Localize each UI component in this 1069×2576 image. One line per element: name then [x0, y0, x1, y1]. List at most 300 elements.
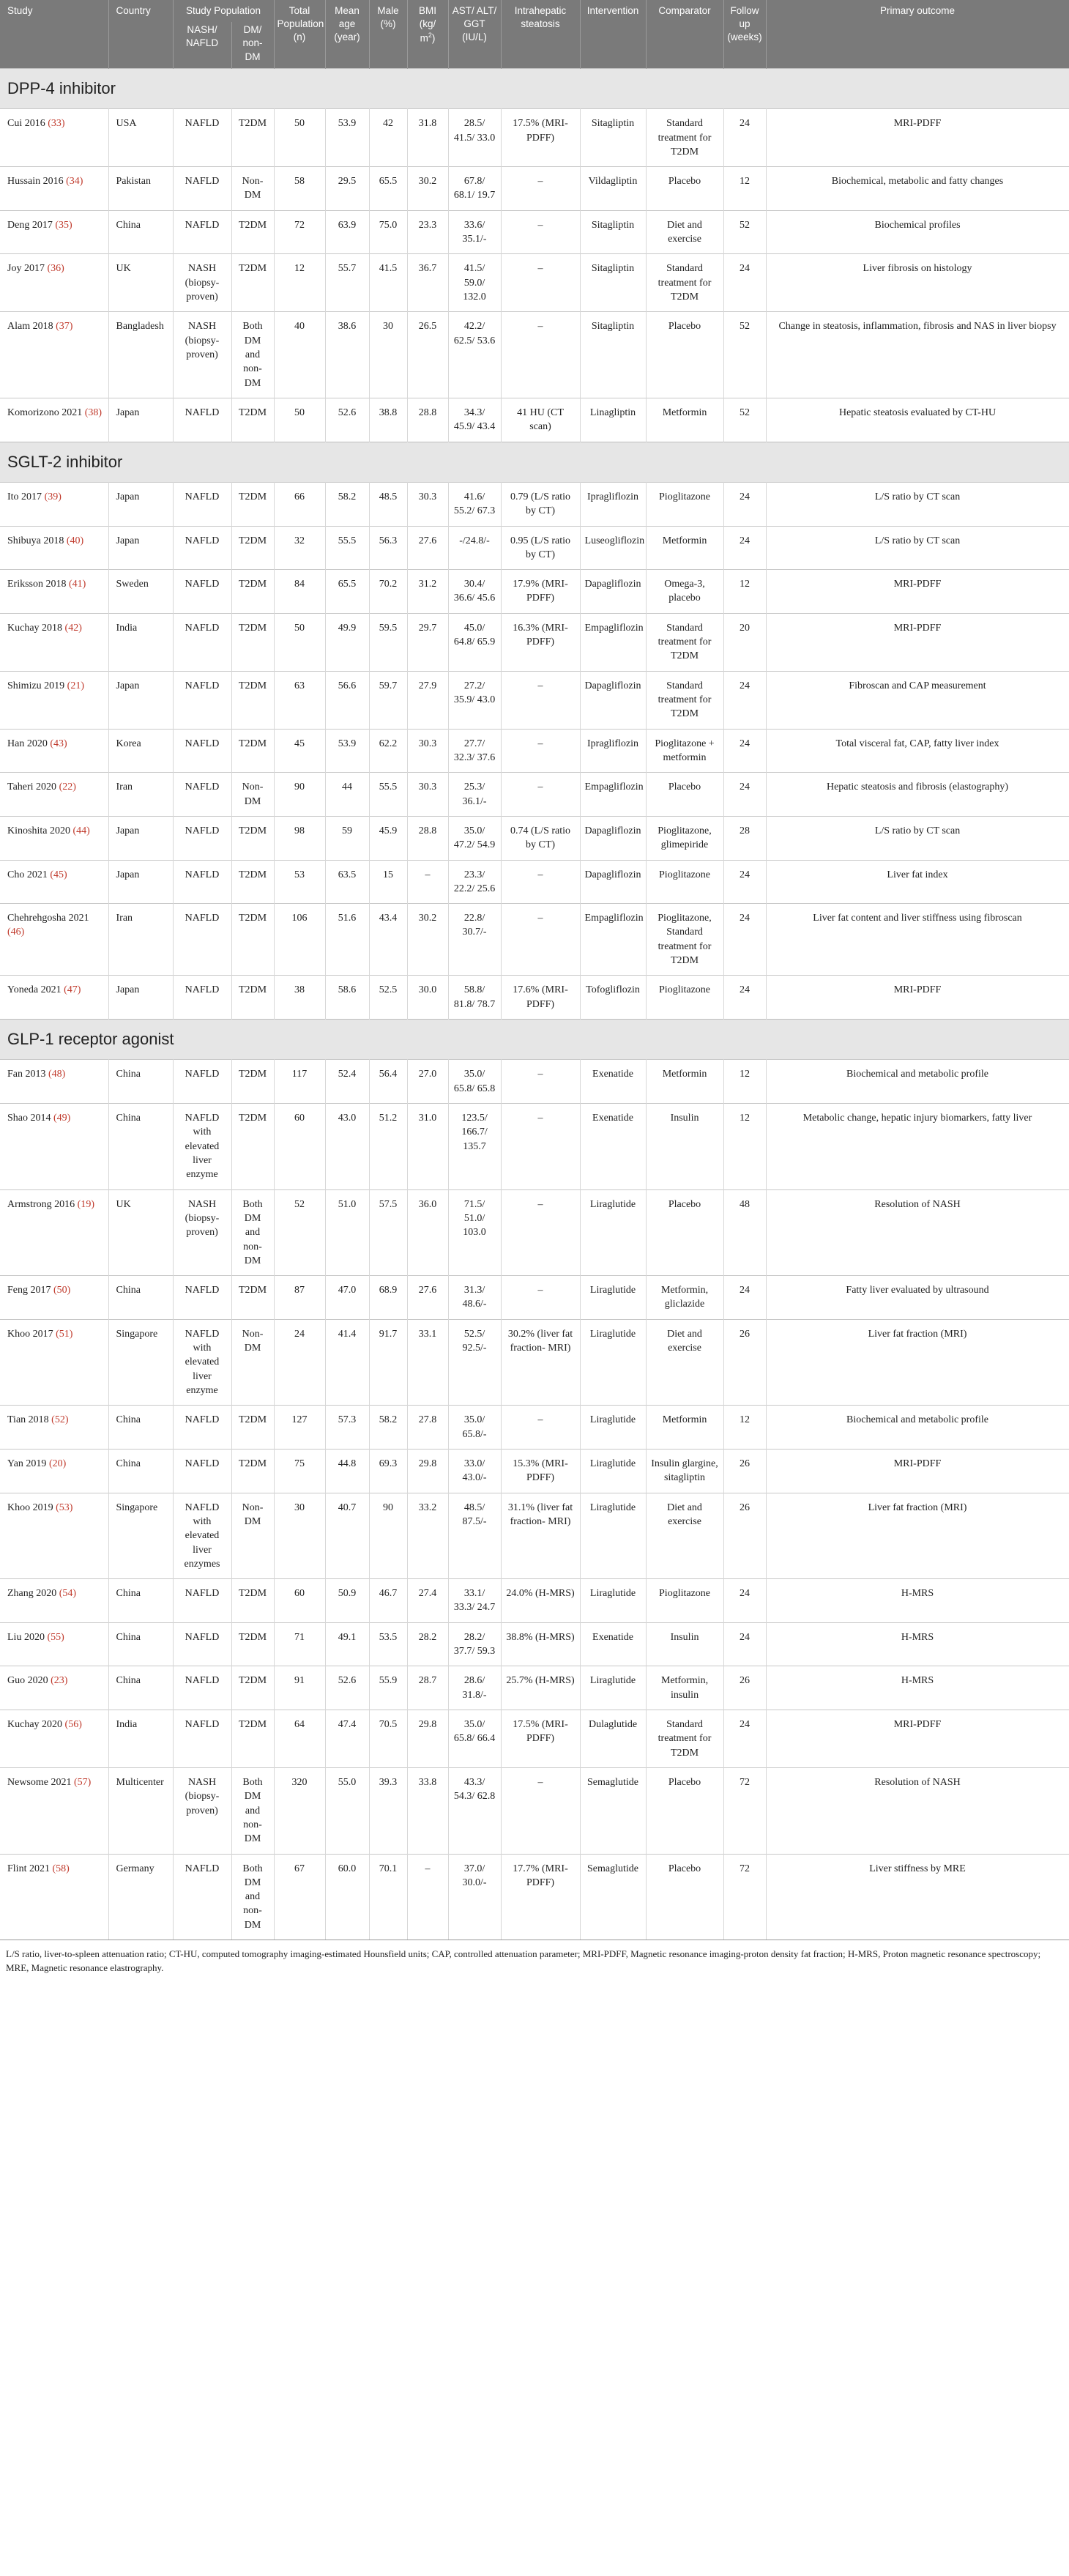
header-ast: AST/ ALT/ GGT (IU/L): [448, 0, 501, 68]
intervention-cell: Liraglutide: [580, 1189, 646, 1276]
study-name: Han 2020: [7, 738, 48, 749]
dm-cell: T2DM: [231, 482, 274, 526]
mean-age-cell: 49.9: [325, 613, 369, 671]
study-name: Kuchay 2020: [7, 1719, 63, 1731]
reference-link[interactable]: (43): [50, 738, 67, 749]
ast-cell: -/24.8/-: [448, 526, 501, 570]
population-cell: NAFLD: [173, 1449, 231, 1493]
outcome-cell: Liver fat content and liver stiffness using fibroscan: [766, 904, 1069, 976]
intervention-cell: Liraglutide: [580, 1579, 646, 1623]
table-row: [0, 1710, 1069, 1768]
comparator-cell: Standard treatment for T2DM: [646, 254, 723, 312]
study-cell: [0, 254, 108, 312]
ast-cell: 71.5/ 51.0/ 103.0: [448, 1189, 501, 1276]
reference-link[interactable]: (23): [51, 1675, 68, 1687]
steatosis-cell: 17.9% (MRI-PDFF): [501, 570, 580, 614]
study-cell: [0, 210, 108, 254]
ast-cell: 37.0/ 30.0/-: [448, 1854, 501, 1940]
followup-cell: 24: [723, 904, 766, 976]
male-cell: 70.5: [369, 1710, 407, 1768]
steatosis-cell: –: [501, 1104, 580, 1190]
table-body: [0, 68, 1069, 1940]
header-study: Study: [0, 0, 108, 68]
study-cell: [0, 671, 108, 729]
dm-cell: Both DM and non- DM: [231, 1854, 274, 1940]
reference-link[interactable]: (45): [50, 869, 67, 880]
reference-link[interactable]: (54): [59, 1588, 77, 1600]
population-cell: NAFLD: [173, 398, 231, 442]
followup-cell: 12: [723, 1060, 766, 1104]
reference-link[interactable]: (52): [51, 1414, 69, 1426]
country-cell: China: [108, 1104, 173, 1190]
dm-cell: T2DM: [231, 1104, 274, 1190]
reference-link[interactable]: (56): [64, 1719, 82, 1731]
followup-cell: 20: [723, 613, 766, 671]
bmi-cell: 27.9: [407, 671, 448, 729]
mean-age-cell: 58.6: [325, 976, 369, 1020]
followup-cell: 24: [723, 482, 766, 526]
study-cell: [0, 1276, 108, 1320]
reference-link[interactable]: (33): [48, 118, 65, 130]
followup-cell: 24: [723, 1579, 766, 1623]
dm-cell: T2DM: [231, 1406, 274, 1450]
bmi-cell: 28.2: [407, 1622, 448, 1666]
comparator-cell: Pioglitazone, glimepiride: [646, 816, 723, 860]
followup-cell: 12: [723, 1104, 766, 1190]
outcome-cell: Biochemical and metabolic profile: [766, 1060, 1069, 1104]
table-row: [0, 1493, 1069, 1579]
total-population-cell: 67: [274, 1854, 325, 1940]
mean-age-cell: 44.8: [325, 1449, 369, 1493]
reference-link[interactable]: (50): [53, 1285, 71, 1296]
intervention-cell: Semaglutide: [580, 1767, 646, 1854]
outcome-cell: Biochemical, metabolic and fatty changes: [766, 167, 1069, 211]
outcome-cell: Metabolic change, hepatic injury biomarkers, fatty liver: [766, 1104, 1069, 1190]
outcome-cell: MRI-PDFF: [766, 976, 1069, 1020]
total-population-cell: 106: [274, 904, 325, 976]
total-population-cell: 98: [274, 816, 325, 860]
bmi-cell: 29.8: [407, 1449, 448, 1493]
male-cell: 48.5: [369, 482, 407, 526]
total-population-cell: 127: [274, 1406, 325, 1450]
mean-age-cell: 53.9: [325, 109, 369, 167]
total-population-cell: 63: [274, 671, 325, 729]
table-header: [0, 0, 1069, 68]
dm-cell: T2DM: [231, 1622, 274, 1666]
male-cell: 55.5: [369, 773, 407, 817]
total-population-cell: 30: [274, 1493, 325, 1579]
bmi-cell: 28.8: [407, 398, 448, 442]
reference-link[interactable]: (35): [55, 219, 72, 231]
country-cell: Bangladesh: [108, 312, 173, 398]
reference-link[interactable]: (21): [67, 680, 84, 691]
ast-cell: 35.0/ 47.2/ 54.9: [448, 816, 501, 860]
study-name: Flint 2021: [7, 1863, 50, 1874]
reference-link[interactable]: (20): [48, 1458, 67, 1469]
comparator-cell: Diet and exercise: [646, 210, 723, 254]
ast-cell: 42.2/ 62.5/ 53.6: [448, 312, 501, 398]
male-cell: 58.2: [369, 1406, 407, 1450]
steatosis-cell: –: [501, 729, 580, 773]
population-cell: NAFLD with elevated liver enzyme: [173, 1104, 231, 1190]
study-name: Guo 2020: [7, 1675, 48, 1687]
steatosis-cell: 25.7% (H-MRS): [501, 1666, 580, 1710]
reference-link[interactable]: (34): [66, 176, 83, 188]
study-name: Cui 2016: [7, 118, 45, 130]
dm-cell: T2DM: [231, 729, 274, 773]
header-steatosis: Intrahepatic steatosis: [501, 0, 580, 68]
steatosis-cell: –: [501, 1276, 580, 1320]
ast-cell: 28.5/ 41.5/ 33.0: [448, 109, 501, 167]
ast-cell: 27.7/ 32.3/ 37.6: [448, 729, 501, 773]
reference-link[interactable]: (36): [47, 263, 64, 275]
table-row: [0, 570, 1069, 614]
country-cell: Japan: [108, 976, 173, 1020]
comparator-cell: Metformin: [646, 1060, 723, 1104]
table-row: [0, 816, 1069, 860]
mean-age-cell: 47.4: [325, 1710, 369, 1768]
followup-cell: 28: [723, 816, 766, 860]
steatosis-cell: –: [501, 312, 580, 398]
population-cell: NAFLD: [173, 671, 231, 729]
section-title: GLP-1 receptor agonist: [0, 1020, 1069, 1060]
comparator-cell: Metformin: [646, 398, 723, 442]
country-cell: Japan: [108, 816, 173, 860]
mean-age-cell: 56.6: [325, 671, 369, 729]
intervention-cell: Empagliflozin: [580, 904, 646, 976]
population-cell: NAFLD: [173, 729, 231, 773]
study-name: Eriksson 2018: [7, 579, 67, 590]
population-cell: NAFLD: [173, 1579, 231, 1623]
intervention-cell: Dapagliflozin: [580, 671, 646, 729]
steatosis-cell: –: [501, 1767, 580, 1854]
study-cell: [0, 1104, 108, 1190]
total-population-cell: 64: [274, 1710, 325, 1768]
table-row: [0, 1579, 1069, 1623]
steatosis-cell: –: [501, 1406, 580, 1450]
intervention-cell: Liraglutide: [580, 1493, 646, 1579]
male-cell: 51.2: [369, 1104, 407, 1190]
steatosis-cell: 15.3% (MRI-PDFF): [501, 1449, 580, 1493]
followup-cell: 24: [723, 1276, 766, 1320]
intervention-cell: Tofogliflozin: [580, 976, 646, 1020]
country-cell: Korea: [108, 729, 173, 773]
reference-link[interactable]: (58): [52, 1863, 70, 1874]
study-cell: [0, 398, 108, 442]
country-cell: Singapore: [108, 1493, 173, 1579]
header-mean-age: Mean age (year): [325, 0, 369, 68]
dm-cell: T2DM: [231, 1449, 274, 1493]
dm-cell: T2DM: [231, 1710, 274, 1768]
outcome-cell: H-MRS: [766, 1579, 1069, 1623]
table-row: [0, 1854, 1069, 1940]
intervention-cell: Luseogliflozin: [580, 526, 646, 570]
mean-age-cell: 53.9: [325, 729, 369, 773]
steatosis-cell: 30.2% (liver fat fraction- MRI): [501, 1319, 580, 1406]
intervention-cell: Exenatide: [580, 1060, 646, 1104]
population-cell: NASH (biopsy- proven): [173, 312, 231, 398]
followup-cell: 12: [723, 1406, 766, 1450]
study-cell: [0, 976, 108, 1020]
bmi-cell: 30.3: [407, 482, 448, 526]
country-cell: Sweden: [108, 570, 173, 614]
dm-cell: Non- DM: [231, 167, 274, 211]
bmi-cell: 31.2: [407, 570, 448, 614]
bmi-cell: 23.3: [407, 210, 448, 254]
steatosis-cell: 17.6% (MRI-PDFF): [501, 976, 580, 1020]
male-cell: 65.5: [369, 167, 407, 211]
country-cell: Japan: [108, 526, 173, 570]
dm-cell: T2DM: [231, 613, 274, 671]
dm-cell: Non- DM: [231, 1319, 274, 1406]
outcome-cell: Fibroscan and CAP measurement: [766, 671, 1069, 729]
followup-cell: 24: [723, 109, 766, 167]
reference-link[interactable]: (48): [48, 1069, 66, 1080]
comparator-cell: Pioglitazone: [646, 482, 723, 526]
country-cell: India: [108, 1710, 173, 1768]
comparator-cell: Metformin: [646, 526, 723, 570]
mean-age-cell: 59: [325, 816, 369, 860]
reference-link[interactable]: (40): [66, 535, 84, 546]
bmi-cell: 31.8: [407, 109, 448, 167]
outcome-cell: Liver fat index: [766, 860, 1069, 904]
ast-cell: 41.5/ 59.0/ 132.0: [448, 254, 501, 312]
comparator-cell: Placebo: [646, 312, 723, 398]
table-row: [0, 109, 1069, 167]
total-population-cell: 66: [274, 482, 325, 526]
dm-cell: Non- DM: [231, 773, 274, 817]
outcome-cell: MRI-PDFF: [766, 1449, 1069, 1493]
study-cell: [0, 1060, 108, 1104]
comparator-cell: Omega-3, placebo: [646, 570, 723, 614]
ast-cell: 23.3/ 22.2/ 25.6: [448, 860, 501, 904]
bmi-cell: 29.8: [407, 1710, 448, 1768]
dm-cell: Both DM and non- DM: [231, 1767, 274, 1854]
table-row: [0, 482, 1069, 526]
header-followup: Follow up (weeks): [723, 0, 766, 68]
study-name: Zhang 2020: [7, 1588, 57, 1600]
table-row: [0, 1767, 1069, 1854]
study-cell: [0, 1579, 108, 1623]
study-name: Shimizu 2019: [7, 680, 65, 691]
population-cell: NAFLD: [173, 1622, 231, 1666]
country-cell: Japan: [108, 398, 173, 442]
study-cell: [0, 1854, 108, 1940]
bmi-cell: 26.5: [407, 312, 448, 398]
intervention-cell: Liraglutide: [580, 1406, 646, 1450]
population-cell: NAFLD: [173, 526, 231, 570]
mean-age-cell: 40.7: [325, 1493, 369, 1579]
total-population-cell: 50: [274, 398, 325, 442]
study-cell: [0, 904, 108, 976]
study-name: Joy 2017: [7, 263, 45, 275]
followup-cell: 24: [723, 1622, 766, 1666]
outcome-cell: Resolution of NASH: [766, 1767, 1069, 1854]
steatosis-cell: 16.3% (MRI-PDFF): [501, 613, 580, 671]
bmi-cell: –: [407, 860, 448, 904]
comparator-cell: Placebo: [646, 167, 723, 211]
reference-link[interactable]: (57): [74, 1776, 92, 1788]
comparator-cell: Pioglitazone, Standard treatment for T2DM: [646, 904, 723, 976]
reference-link[interactable]: (47): [64, 984, 81, 996]
study-cell: [0, 312, 108, 398]
population-cell: NAFLD: [173, 210, 231, 254]
followup-cell: 52: [723, 398, 766, 442]
country-cell: China: [108, 1579, 173, 1623]
mean-age-cell: 29.5: [325, 167, 369, 211]
reference-link[interactable]: (53): [56, 1502, 73, 1513]
section-header-row: [0, 1020, 1069, 1060]
reference-link[interactable]: (38): [84, 407, 103, 418]
outcome-cell: Liver stiffness by MRE: [766, 1854, 1069, 1940]
country-cell: China: [108, 1449, 173, 1493]
total-population-cell: 53: [274, 860, 325, 904]
male-cell: 39.3: [369, 1767, 407, 1854]
followup-cell: 24: [723, 860, 766, 904]
reference-link[interactable]: (41): [69, 579, 86, 590]
steatosis-cell: 41 HU (CT scan): [501, 398, 580, 442]
reference-link[interactable]: (22): [59, 782, 76, 793]
table-row: [0, 671, 1069, 729]
steatosis-cell: 38.8% (H-MRS): [501, 1622, 580, 1666]
study-cell: [0, 482, 108, 526]
study-name: Fan 2013: [7, 1069, 46, 1080]
header-bmi-sup: 2: [428, 31, 432, 40]
reference-link[interactable]: (44): [72, 825, 90, 836]
dm-cell: T2DM: [231, 1276, 274, 1320]
mean-age-cell: 65.5: [325, 570, 369, 614]
intervention-cell: Dapagliflozin: [580, 570, 646, 614]
header-bmi-text: BMI (kg/ m: [419, 5, 437, 44]
study-name: Khoo 2019: [7, 1502, 53, 1513]
comparator-cell: Diet and exercise: [646, 1319, 723, 1406]
male-cell: 75.0: [369, 210, 407, 254]
followup-cell: 24: [723, 1710, 766, 1768]
dm-cell: T2DM: [231, 1060, 274, 1104]
ast-cell: 123.5/ 166.7/ 135.7: [448, 1104, 501, 1190]
study-cell: [0, 816, 108, 860]
reference-link[interactable]: (46): [7, 927, 25, 938]
study-cell: [0, 1189, 108, 1276]
table-row: [0, 860, 1069, 904]
mean-age-cell: 55.7: [325, 254, 369, 312]
intervention-cell: Dapagliflozin: [580, 860, 646, 904]
country-cell: India: [108, 613, 173, 671]
steatosis-cell: 17.7% (MRI-PDFF): [501, 1854, 580, 1940]
dm-cell: T2DM: [231, 526, 274, 570]
mean-age-cell: 50.9: [325, 1579, 369, 1623]
bmi-cell: 33.8: [407, 1767, 448, 1854]
comparator-cell: Placebo: [646, 1854, 723, 1940]
population-cell: NAFLD: [173, 570, 231, 614]
bmi-cell: 30.3: [407, 729, 448, 773]
dm-cell: T2DM: [231, 1666, 274, 1710]
mean-age-cell: 55.5: [325, 526, 369, 570]
comparator-cell: Standard treatment for T2DM: [646, 671, 723, 729]
total-population-cell: 24: [274, 1319, 325, 1406]
comparator-cell: Metformin: [646, 1406, 723, 1450]
table-row: [0, 167, 1069, 211]
dm-cell: T2DM: [231, 904, 274, 976]
reference-link[interactable]: (49): [53, 1113, 71, 1124]
population-cell: NAFLD: [173, 1060, 231, 1104]
study-name: Liu 2020: [7, 1631, 45, 1643]
population-cell: NAFLD: [173, 1406, 231, 1450]
country-cell: China: [108, 1276, 173, 1320]
mean-age-cell: 60.0: [325, 1854, 369, 1940]
bmi-cell: 27.0: [407, 1060, 448, 1104]
intervention-cell: Liraglutide: [580, 1666, 646, 1710]
male-cell: 41.5: [369, 254, 407, 312]
study-cell: [0, 1493, 108, 1579]
male-cell: 38.8: [369, 398, 407, 442]
study-name: Yoneda 2021: [7, 984, 62, 996]
reference-link[interactable]: (42): [64, 622, 82, 634]
table-row: [0, 312, 1069, 398]
reference-link[interactable]: (19): [77, 1198, 94, 1210]
bmi-cell: 28.8: [407, 816, 448, 860]
study-name: Tian 2018: [7, 1414, 49, 1426]
intervention-cell: Sitagliptin: [580, 254, 646, 312]
study-name: Newsome 2021: [7, 1776, 72, 1788]
male-cell: 30: [369, 312, 407, 398]
total-population-cell: 38: [274, 976, 325, 1020]
dm-cell: T2DM: [231, 976, 274, 1020]
country-cell: Pakistan: [108, 167, 173, 211]
population-cell: NAFLD: [173, 773, 231, 817]
intervention-cell: Dulaglutide: [580, 1710, 646, 1768]
section-header-row: [0, 68, 1069, 108]
reference-link[interactable]: (39): [44, 491, 62, 502]
table-row: [0, 1060, 1069, 1104]
study-name: Khoo 2017: [7, 1328, 53, 1340]
followup-cell: 24: [723, 526, 766, 570]
outcome-cell: Liver fat fraction (MRI): [766, 1493, 1069, 1579]
ast-cell: 41.6/ 55.2/ 67.3: [448, 482, 501, 526]
total-population-cell: 50: [274, 109, 325, 167]
total-population-cell: 320: [274, 1767, 325, 1854]
ast-cell: 22.8/ 30.7/-: [448, 904, 501, 976]
ast-cell: 45.0/ 64.8/ 65.9: [448, 613, 501, 671]
intervention-cell: Sitagliptin: [580, 210, 646, 254]
dm-cell: T2DM: [231, 570, 274, 614]
steatosis-cell: 0.79 (L/S ratio by CT): [501, 482, 580, 526]
table-row: [0, 1406, 1069, 1450]
table-row: [0, 254, 1069, 312]
reference-link[interactable]: (37): [56, 321, 73, 333]
header-bmi: [407, 0, 448, 68]
header-dm: DM/ non- DM: [231, 22, 274, 68]
country-cell: Singapore: [108, 1319, 173, 1406]
reference-link[interactable]: (51): [56, 1328, 73, 1340]
population-cell: NAFLD with elevated liver enzyme: [173, 1319, 231, 1406]
dm-cell: T2DM: [231, 210, 274, 254]
study-cell: [0, 773, 108, 817]
ast-cell: 28.2/ 37.7/ 59.3: [448, 1622, 501, 1666]
followup-cell: 24: [723, 773, 766, 817]
outcome-cell: Hepatic steatosis and fibrosis (elastography): [766, 773, 1069, 817]
reference-link[interactable]: (55): [47, 1631, 64, 1643]
table-row: [0, 976, 1069, 1020]
study-name: Armstrong 2016: [7, 1198, 75, 1210]
steatosis-cell: 17.5% (MRI-PDFF): [501, 1710, 580, 1768]
total-population-cell: 45: [274, 729, 325, 773]
total-population-cell: 60: [274, 1579, 325, 1623]
intervention-cell: Sitagliptin: [580, 109, 646, 167]
bmi-cell: 27.8: [407, 1406, 448, 1450]
study-cell: [0, 570, 108, 614]
study-name: Hussain 2016: [7, 176, 64, 188]
